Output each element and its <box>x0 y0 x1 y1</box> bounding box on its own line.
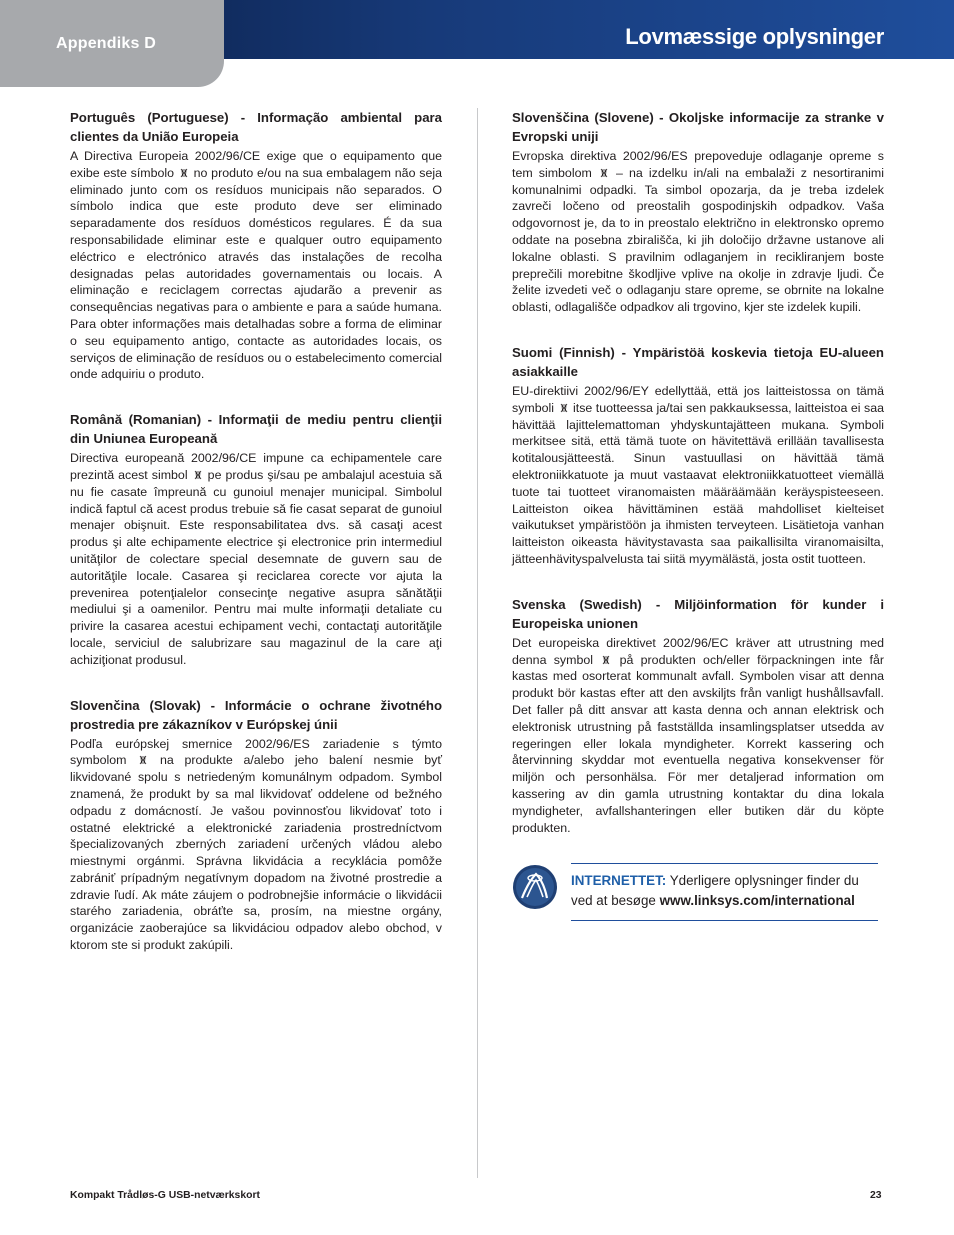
section-portuguese <box>70 108 442 383</box>
appendix-tab <box>0 0 224 87</box>
section-title: Slovenščina (Slovene) - Okoljske informacije za stranke v Evropski uniji <box>512 110 884 144</box>
section-finnish <box>512 343 884 568</box>
weee-bin-icon <box>602 655 610 665</box>
weee-bin-icon <box>139 755 147 765</box>
section-romanian <box>70 410 442 668</box>
note-rule-top <box>571 863 878 864</box>
section-body: A Directiva Europeia 2002/96/CE exige que o equipamento que exibe este símbolo no produto e/ou na sua embalagem não seja eliminado junto com os resíduos municipais não separados. O símbolo indica que este produto deve ser eliminado separadamente dos resíduos domésticos regulares. É da sua responsabilidade eliminar este e qualquer outro equipamento eléctrico e electrónico através das instalações de recolha designadas pelas autoridades governamentais ou locais. A eliminação e reciclagem correctas ajudarão a prevenir as consequências negativas para o ambiente e para a saúde humana. Para obter informações mais detalhadas sobre a forma de eliminar o seu equipamento antigo, contacte as autoridades locais, os serviços de eliminação de resíduos ou o estabelecimento comercial onde adquiriu o produto. <box>70 149 442 382</box>
note-body: Yderligere oplysninger finder du ved at besøge <box>571 873 859 909</box>
section-title: Suomi (Finnish) - Ympäristöä koskevia tietoja EU-alueen asiakkaille <box>512 344 884 379</box>
left-column <box>70 108 442 981</box>
section-title: Slovenčina (Slovak) - Informácie o ochrane životného prostredia pre zákazníkov v Európskej únii <box>70 697 442 732</box>
appendix-label: Appendiks D <box>56 35 156 52</box>
section-swedish <box>512 595 884 837</box>
section-body: EU-direktiivi 2002/96/EY edellyttää, että jos laitteistossa on tämä symboli itse tuotteessa ja/tai sen pakkauksessa, laitteistoa ei saa hävittää lajittelemattoman yhdyskuntajätteen mukana. Symboli merkitsee sitä, että tämä tuote on hävitettävä erillään tavallisesta kotitalousjätteestä. Sinun vastuullasi on hävittää tämä elektroniikkatuote ja muut vastaavat elektroniikkatuotteet viemällä tuote tai tuotteet viranomaisten määräämään keräyspisteeseen. Laitteiston oikea hävittäminen estää mahdolliset kielteiset vaikutukset ympäristöön ja ihmisten terveyteen. Lisätietoja vanhan laitteiston oikeasta hävitystavasta saa paikallisilta viranomaisilta, jätteenhävityspalvelusta tai siitä myymälästä, josta ostit tuotteen. <box>512 383 884 566</box>
section-slovak <box>70 696 442 954</box>
section-title: Português (Portuguese) - Informação ambiental para clientes da União Europeia <box>70 110 442 144</box>
section-body: Det europeiska direktivet 2002/96/EC kräver att utrustning med denna symbol på produkten och/eller förpackningen inte får kastas med osorterat kommunalt avfall. Symbolen visar att denna produkt bör kastas efter att den avskiljts från vanligt hushållsavfall. Det faller på ditt ansvar att kasta denna och annan elektrisk och elektronisk utrustning på fastställda insamlingsplatser utsedda av regeringen eller lokala myndigheter. Korrekt kassering och återvinning skyddar mot eventuella negativa konsekvenser för miljön och personhälsa. För mer detaljerad information om kassering av din gamla utrustning kontaktar du dina lokala myndigheter, avfallshanteringen eller butiken där du köpte produkten. <box>512 635 885 835</box>
section-title: Svenska (Swedish) - Miljöinformation för kunder i Europeiska unionen <box>512 596 884 631</box>
footer-product: Kompakt Trådløs-G USB-netværkskort <box>70 1190 260 1201</box>
section-body: Directiva europeană 2002/96/CE impune ca echipamentele care prezintă acest simbol pe produs şi/sau pe ambalajul acestuia să nu fie casate împreună cu gunoiul menajer municipal. Simbolul indică faptul că acest produs trebuie să fie casat separat de gunoiul menajer obişnuit. Este responsabilitatea dvs. să casaţi acest produs şi alte echipamente electrice şi electronice prin intermediul unităţilor de colectare special desemnate de guvern sau de autorităţile locale. Casarea şi reciclarea corecte vor ajuta la prevenirea potenţialelor consecinţe negative asupra sănătăţii mediului şi a oamenilor. Pentru mai multe informaţii detaliate cu privire la casarea acestui echipament vechi, contactaţi autorităţile locale, serviciul de salubrizare sau magazinul de la care aţi achiziţionat produsul. <box>70 451 442 667</box>
footer-page-number: 23 <box>870 1190 882 1201</box>
weee-bin-icon <box>560 403 568 413</box>
right-column <box>512 108 884 921</box>
section-slovene <box>512 108 884 316</box>
weee-bin-icon <box>194 470 202 480</box>
page-title: Lovmæssige oplysninger <box>625 24 884 49</box>
note-text <box>571 871 881 911</box>
note-lead: INTERNETTET: <box>571 873 667 889</box>
weee-bin-icon <box>180 168 188 178</box>
note-url-link[interactable]: www.linksys.com/international <box>659 893 855 909</box>
weee-bin-icon <box>600 168 608 178</box>
globe-icon <box>512 864 558 910</box>
column-divider <box>477 108 478 1178</box>
section-body: Podľa európskej smernice 2002/96/ES zariadenie s týmto symbolom na produkte a/alebo jeho balení nesmie byť likvidované spolu s netriedeným komunálnym odpadom. Symbol znamená, že produkt by sa mal likvidovať oddelene od bežného odpadu z domácností. Je vašou povinnosťou likvidovať toto i ostatné elektrické a elektronické zariadenia prostredníctvom špecializovaných zberných zariadení určených vládou alebo miestnymi orgánmi. Správna likvidácia a recyklácia pomôže zabrániť prípadným negatívnym dopadom na životné prostredie a zdravie ľudí. Ak máte záujem o podrobnejšie informácie o likvidácii starého zariadenia, obráťte sa, prosím, na miestne orgány, organizácie zaoberajúce sa likvidáciou odpadov alebo obchod, v ktorom ste si produkt zakúpili. <box>70 736 442 953</box>
section-body: Evropska direktiva 2002/96/ES prepoveduje odlaganje opreme s tem simbolom – na izdelku in/ali na embalaži z nesortiranimi komunalnimi odpadki. Ta simbol opozarja, da je treba izdelek zavreči ločeno od preostalih gospodinjskih odpadkov. Vaša odgovornost je, da to in preostalo električno in elektronsko opremo oddate na posebna zbirališča, ki jih določijo državne ustanove ali lokalne oblasti. S pravilnim odlaganjem in recikliranjem boste preprečili morebitne škodljive vplive na okolje in zdravje ljudi. Če želite izvedeti več o odlaganju stare opreme, se obrnite na lokalne oblasti, odlagališče odpadkov ali trgovino, kjer ste izdelek kupili. <box>512 149 884 315</box>
section-title: Română (Romanian) - Informaţii de mediu pentru clienţii din Uniunea Europeană <box>70 412 442 447</box>
internet-note <box>512 863 884 921</box>
note-rule-bottom <box>571 920 878 921</box>
